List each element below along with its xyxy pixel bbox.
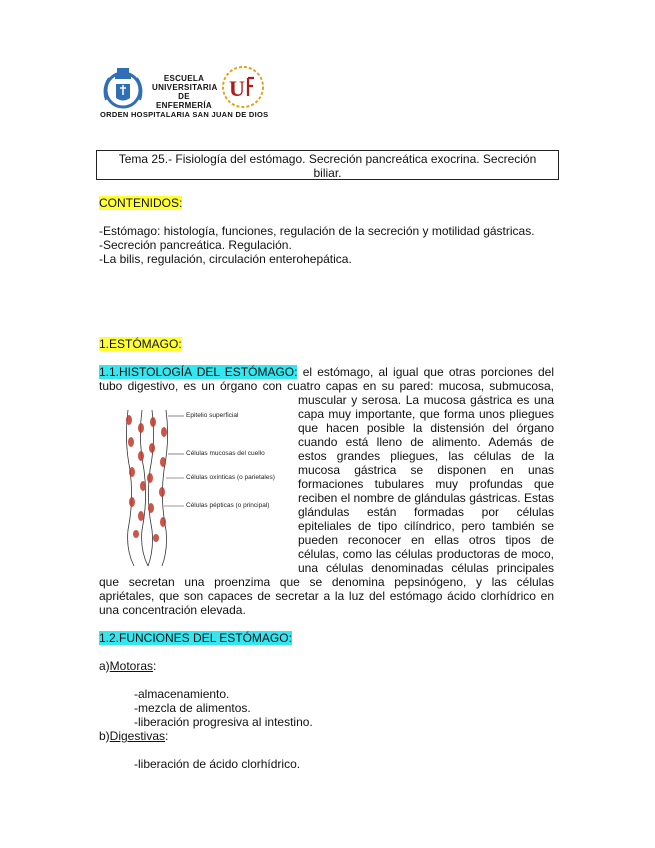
contenidos-heading: CONTENIDOS:: [99, 196, 183, 210]
wrap-line: pueden reconocer en ellas otros tipos de: [298, 533, 554, 547]
wrap-line: capa muy importante, que forma unos pliegues: [298, 407, 554, 421]
svg-text:U: U: [229, 76, 245, 101]
university-logo: [220, 64, 266, 110]
topic-title-line2: biliar.: [313, 166, 342, 180]
motoras-item: -almacenamiento.: [134, 687, 230, 701]
digestivas-item: -liberación de ácido clorhídrico.: [134, 757, 301, 771]
contenidos-item: -Secreción pancreática. Regulación.: [99, 238, 292, 252]
motoras-item: -mezcla de alimentos.: [134, 701, 251, 715]
figure-label: Células oxínticas (o parietales): [186, 474, 275, 481]
wrap-line: cuando está lleno de alimento. Además de: [298, 435, 554, 449]
wrap-line: muscular y serosa. La mucosa gástrica es una: [298, 393, 554, 407]
wrap-line: células, como las células productoras de moco,: [298, 547, 554, 561]
contenidos-item: -Estómago: histología, funciones, regulación de la secreción y motilidad gástricas.: [99, 224, 535, 238]
wrap-line: que hacen posible la distensión del órgano: [298, 421, 554, 435]
histology-line: una concentración elevada.: [99, 603, 246, 617]
order-logo: [100, 64, 146, 110]
figure-label: Células pépticas (o principal): [186, 502, 270, 509]
histology-line2: tubo digestivo, es un órgano con cuatro capas en su pared: mucosa, submucosa,: [99, 379, 554, 393]
topic-title-line1: Tema 25.- Fisiología del estómago. Secreción pancreática exocrina. Secreción: [118, 152, 537, 166]
school-name: ESCUELA UNIVERSITARIA DE ENFERMERÍA: [152, 74, 218, 110]
digestivas-heading: b)Digestivas:: [99, 729, 169, 743]
motoras-heading: a)Motoras:: [99, 659, 157, 673]
wrap-line: mucosa gástrica se disponen en unas: [298, 463, 554, 477]
contenidos-item: -La bilis, regulación, circulación enterohepática.: [99, 252, 352, 266]
figure-label: Epitelio superficial: [186, 412, 239, 419]
histology-line1: 1.1.HISTOLOGÍA DEL ESTÓMAGO: el estómago, al igual que otras porciones del: [99, 365, 554, 379]
order-name: ORDEN HOSPITALARIA SAN JUAN DE DIOS: [100, 110, 269, 119]
wrap-line: epiteliales de tipo cilíndrico, pero también se: [298, 519, 554, 533]
functions-heading: 1.2.FUNCIONES DEL ESTÓMAGO:: [99, 631, 292, 645]
wrap-line: glándulas están formadas por células: [298, 505, 554, 519]
wrap-line: formaciones tubulares muy profundas que: [298, 477, 554, 491]
motoras-item: -liberación progresiva al intestino.: [134, 715, 313, 729]
figure-label: Células mucosas del cuello: [186, 450, 265, 457]
wrap-line: estos grandes pliegues, las células de la: [298, 449, 554, 463]
wrap-line: reciben el nombre de glándulas gástricas. Estas: [298, 491, 554, 505]
topic-title-box: [96, 150, 559, 180]
gastric-gland-figure: [112, 406, 292, 570]
histology-line: que secretan una proenzima que se denomina pepsinógeno, y las células: [99, 575, 554, 589]
histology-line: apriétales, que son capaces de secretar a la luz del estómago ácido clorhídrico en: [99, 589, 554, 603]
section-heading: 1.ESTÓMAGO:: [99, 337, 182, 351]
wrap-line: una células denominadas células principales: [298, 561, 554, 575]
